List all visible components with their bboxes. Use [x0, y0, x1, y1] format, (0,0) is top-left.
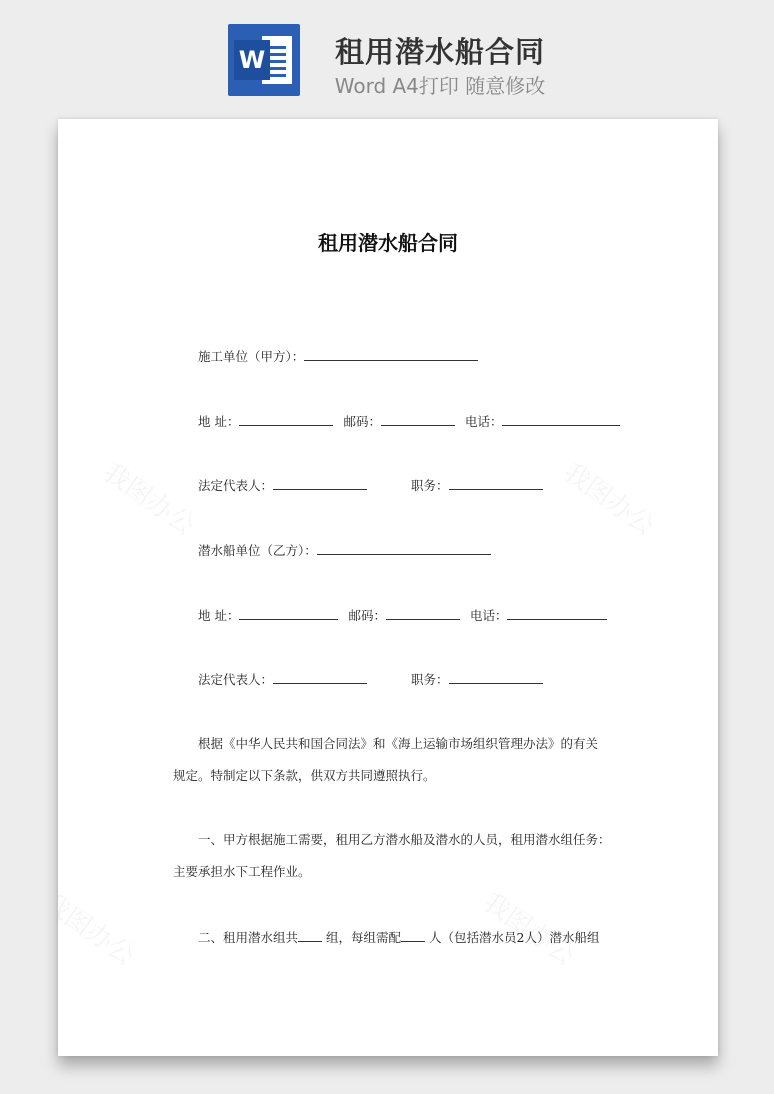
party-b-phone-blank[interactable]	[507, 607, 607, 620]
header	[0, 0, 774, 110]
party-b-address-row	[198, 607, 607, 624]
party-b-address-label: 地 址：	[198, 608, 240, 623]
document-page	[58, 119, 718, 1056]
party-a-address-row	[198, 413, 620, 430]
document-title: 租用潜水船合同	[318, 231, 458, 255]
party-a-phone-blank[interactable]	[502, 413, 620, 426]
party-b-unit-label: 潜水船单位（乙方）：	[198, 543, 317, 558]
watermark	[97, 453, 203, 543]
party-b-rep-row	[198, 671, 543, 688]
intro-line-1: 根据《中华人民共和国合同法》和《海上运输市场组织管理办法》的有关	[198, 736, 599, 751]
party-a-unit-blank[interactable]	[304, 348, 478, 361]
party-b-rep-blank[interactable]	[273, 671, 367, 684]
clause-2-text-2: 组，每组需配	[326, 930, 402, 945]
watermark	[58, 883, 143, 973]
intro-line-2: 规定。特制定以下条款，供双方共同遵照执行。	[173, 768, 436, 783]
clause-2-line-1	[198, 929, 599, 946]
party-a-postcode-label: 邮码：	[343, 414, 381, 429]
party-a-position-label: 职务：	[411, 478, 449, 493]
watermark	[477, 883, 583, 973]
party-a-unit-row	[198, 348, 478, 365]
party-b-postcode-label: 邮码：	[348, 608, 386, 623]
word-icon-letter: W	[234, 40, 270, 80]
party-a-position-blank[interactable]	[449, 477, 543, 490]
party-a-postcode-blank[interactable]	[381, 413, 455, 426]
party-b-phone-label: 电话：	[469, 608, 508, 623]
clause-2-group-count-blank[interactable]	[298, 929, 322, 942]
party-b-address-blank[interactable]	[239, 607, 338, 620]
party-a-phone-label: 电话：	[464, 414, 503, 429]
party-a-rep-label: 法定代表人：	[198, 478, 274, 493]
header-subtitle: Word A4打印 随意修改	[334, 74, 546, 98]
clause-2-text-1: 二、租用潜水组共	[198, 930, 299, 945]
clause-2-text-3: 人（包括潜水员2人）潜水船组	[429, 930, 600, 945]
party-b-position-label: 职务：	[411, 672, 449, 687]
watermark	[557, 453, 663, 543]
party-a-address-label: 地 址：	[198, 414, 240, 429]
party-a-rep-row	[198, 477, 543, 494]
party-a-address-blank[interactable]	[239, 413, 333, 426]
party-b-rep-label: 法定代表人：	[198, 672, 274, 687]
party-b-position-blank[interactable]	[449, 671, 543, 684]
party-a-unit-label: 施工单位（甲方）：	[198, 349, 305, 364]
header-title: 租用潜水船合同	[334, 35, 545, 69]
clause-1-line-2: 主要承担水下工程作业。	[173, 864, 311, 879]
party-b-unit-row	[198, 542, 491, 559]
word-icon	[228, 24, 300, 96]
party-a-rep-blank[interactable]	[273, 477, 367, 490]
party-b-unit-blank[interactable]	[317, 542, 491, 555]
clause-1-line-1: 一、甲方根据施工需要，租用乙方潜水船及潜水的人员，租用潜水组任务：	[198, 832, 611, 847]
clause-2-person-count-blank[interactable]	[401, 929, 425, 942]
party-b-postcode-blank[interactable]	[386, 607, 460, 620]
